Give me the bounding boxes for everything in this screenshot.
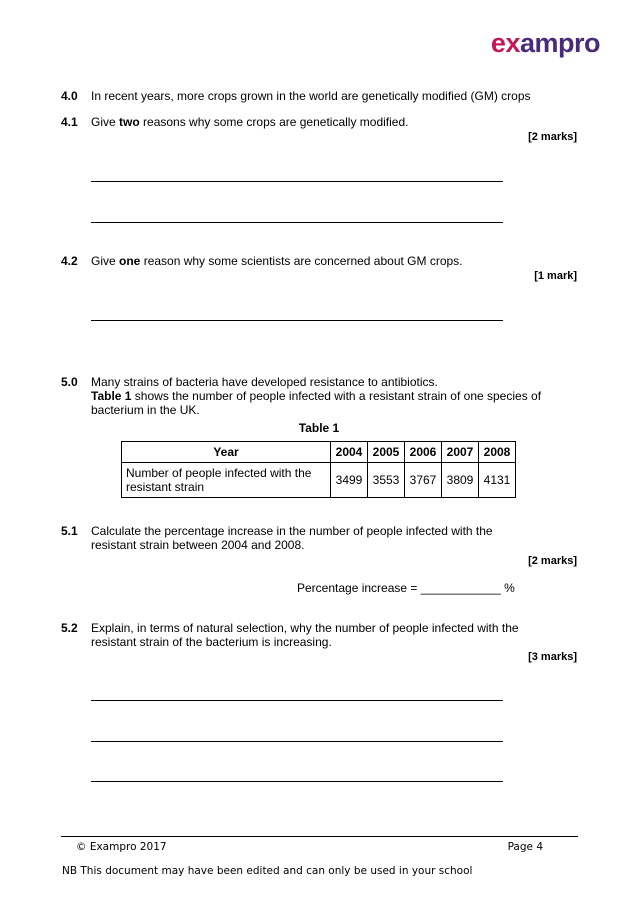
- footer-divider: [61, 836, 578, 837]
- question-number-5-0: 5.0: [61, 375, 78, 389]
- table-value-cell: 3809: [442, 463, 479, 498]
- logo-part-ex: ex: [490, 28, 520, 58]
- marks-4-2: [1 mark]: [534, 270, 577, 282]
- marks-5-1: [2 marks]: [528, 555, 577, 567]
- table-year-cell: 2005: [368, 442, 405, 463]
- question-text-4-1: Give two reasons why some crops are genetically modified.: [91, 115, 409, 129]
- footer-note: NB This document may have been edited and can only be used in your school: [62, 865, 473, 877]
- answer-line-5-2-a[interactable]: [91, 700, 503, 701]
- answer-line-4-2[interactable]: [91, 320, 503, 321]
- question-text-4-2: Give one reason why some scientists are concerned about GM crops.: [91, 254, 463, 268]
- question-number-4-2: 4.2: [61, 254, 78, 268]
- question-number-4-1: 4.1: [61, 115, 78, 129]
- table-value-cell: 3499: [331, 463, 368, 498]
- infection-table: [121, 441, 516, 498]
- percentage-answer-field[interactable]: Percentage increase = ____________ %: [297, 581, 515, 595]
- answer-line-4-1-a[interactable]: [91, 181, 503, 182]
- question-text-5-2: Explain, in terms of natural selection, why the number of people infected with the resistant strain of the bacterium is increasing.: [91, 621, 519, 649]
- answer-line-4-1-b[interactable]: [91, 222, 503, 223]
- table-header-row: [122, 442, 516, 463]
- table-header-year: Year: [122, 442, 331, 463]
- table-year-cell: 2006: [405, 442, 442, 463]
- answer-line-5-2-b[interactable]: [91, 741, 503, 742]
- question-number-5-2: 5.2: [61, 621, 78, 635]
- table-row: [122, 463, 516, 498]
- table-year-cell: 2004: [331, 442, 368, 463]
- question-text-4-0: In recent years, more crops grown in the world are genetically modified (GM) crops: [91, 89, 531, 103]
- question-text-5-1: Calculate the percentage increase in the number of people infected with the resistant strain between 2004 and 2008.: [91, 524, 493, 552]
- marks-4-1: [2 marks]: [528, 131, 577, 143]
- question-text-5-0: Many strains of bacteria have developed resistance to antibiotics. Table 1 shows the number of people infected with a resistant strain of one species of bacterium in the UK.: [91, 375, 542, 417]
- table-year-cell: 2008: [479, 442, 516, 463]
- table-year-cell: 2007: [442, 442, 479, 463]
- table-row-label: Number of people infected with the resistant strain: [122, 463, 331, 498]
- exampro-logo: [491, 28, 600, 59]
- logo-part-ampro: ampro: [519, 28, 600, 58]
- table-value-cell: 4131: [479, 463, 516, 498]
- footer-page-number: Page 4: [507, 841, 543, 853]
- question-number-5-1: 5.1: [61, 524, 78, 538]
- table-caption: Table 1: [298, 421, 340, 435]
- marks-5-2: [3 marks]: [528, 651, 577, 663]
- answer-line-5-2-c[interactable]: [91, 781, 503, 782]
- table-value-cell: 3767: [405, 463, 442, 498]
- footer-copyright: © Exampro 2017: [76, 841, 167, 853]
- table-value-cell: 3553: [368, 463, 405, 498]
- question-number-4-0: 4.0: [61, 89, 78, 103]
